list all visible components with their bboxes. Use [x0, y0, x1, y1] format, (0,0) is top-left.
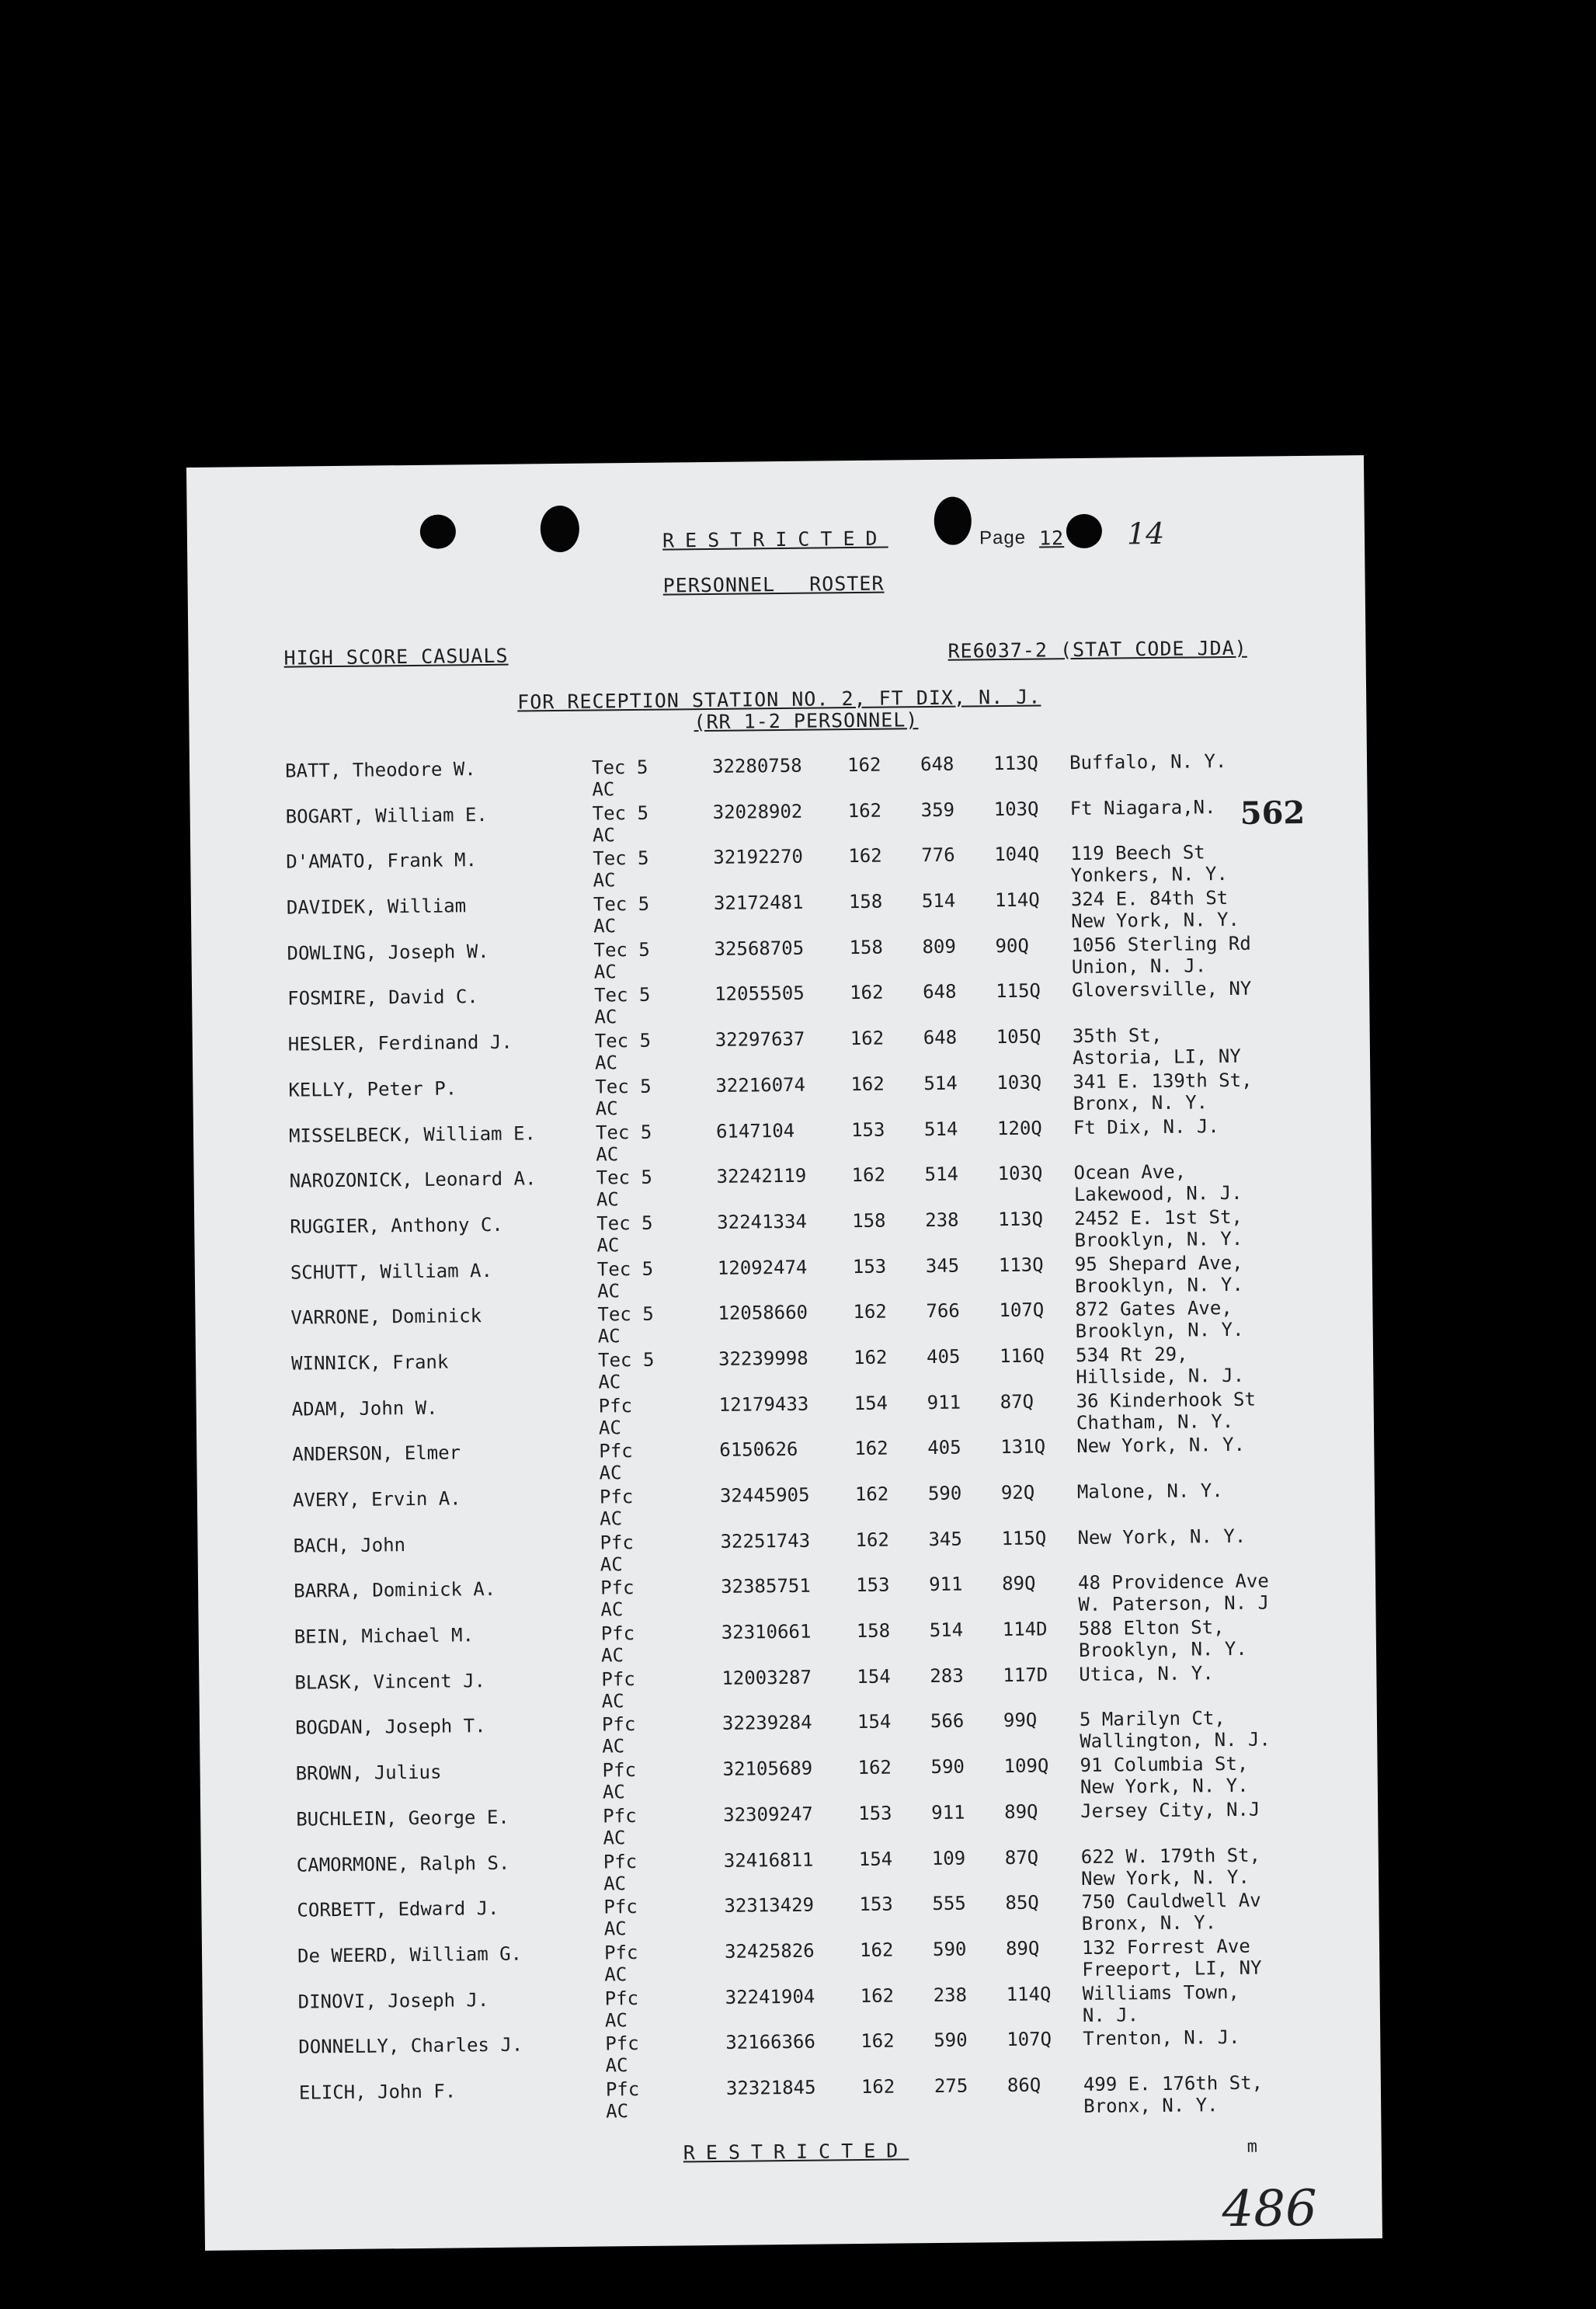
cell-serial: 32297637	[715, 1028, 805, 1052]
cell-branch: AC	[596, 1279, 621, 1302]
cell-a: 162	[849, 982, 884, 1004]
cell-grade: Tec 5	[595, 1121, 652, 1144]
cell-name: RUGGIER, Anthony C.	[290, 1213, 503, 1238]
cell-branch: AC	[603, 1826, 626, 1849]
cell-grade: Tec 5	[594, 984, 651, 1007]
cell-addr1: 36 Kinderhook St	[1076, 1388, 1256, 1412]
cell-name: HESLER, Ferdinand J.	[287, 1031, 513, 1055]
cell-serial: 32216074	[715, 1073, 806, 1097]
cell-grade: Pfc	[600, 1531, 635, 1554]
cell-branch: AC	[593, 915, 617, 937]
cell-b: 514	[929, 1619, 964, 1642]
cell-serial: 32310661	[721, 1620, 812, 1643]
cell-a: 162	[854, 1483, 889, 1506]
cell-a: 154	[857, 1711, 892, 1733]
cell-a: 154	[854, 1392, 888, 1414]
handwritten-number: 486	[1222, 2179, 1318, 2239]
cell-name: ADAM, John W.	[291, 1396, 438, 1421]
cell-b: 238	[933, 1984, 968, 2006]
cell-addr2: Chatham, N. Y.	[1076, 1410, 1234, 1434]
cell-name: BARRA, Dominick A.	[294, 1578, 496, 1603]
cell-c: 120Q	[996, 1117, 1042, 1139]
cell-b: 345	[928, 1528, 963, 1550]
cell-addr1: 132 Forrest Ave	[1081, 1935, 1250, 1959]
cell-addr2: Freeport, LI, NY	[1082, 1956, 1262, 1980]
cell-grade: Pfc	[603, 1941, 638, 1964]
cell-addr2: New York, N. Y.	[1080, 1774, 1249, 1799]
cell-serial: 32313429	[724, 1893, 815, 1918]
cell-a: 162	[860, 1984, 895, 2007]
cell-serial: 12003287	[722, 1666, 812, 1689]
cell-branch: AC	[594, 1052, 618, 1074]
cell-addr1: Ocean Ave,	[1073, 1160, 1187, 1184]
cell-grade: Pfc	[599, 1440, 633, 1462]
cell-a: 154	[857, 1665, 891, 1688]
cell-serial: 32239998	[718, 1347, 808, 1370]
cell-grade: Tec 5	[593, 938, 650, 962]
cell-branch: AC	[604, 1963, 628, 1986]
cell-a: 158	[852, 1209, 886, 1232]
cell-addr1: 499 E. 176th St,	[1083, 2071, 1264, 2095]
page-number: 12	[1038, 527, 1065, 550]
cell-addr2: Yonkers, N. Y.	[1070, 863, 1228, 887]
cell-branch: AC	[600, 1644, 624, 1667]
cell-branch: AC	[596, 1142, 619, 1166]
cell-b: 238	[925, 1208, 959, 1231]
cell-b: 590	[934, 2029, 968, 2052]
cell-serial: 12055505	[714, 982, 805, 1006]
cell-b: 109	[931, 1847, 966, 1869]
cell-branch: AC	[605, 2054, 628, 2077]
cell-branch: AC	[594, 1006, 617, 1028]
cell-a: 162	[851, 1163, 886, 1187]
cell-addr2: Brooklyn, N. Y.	[1075, 1319, 1244, 1343]
cell-name: ELICH, John F.	[298, 2080, 457, 2104]
cell-serial: 12058660	[718, 1301, 808, 1325]
cell-grade: Pfc	[603, 1896, 638, 1918]
cell-name: De WEERD, William G.	[297, 1942, 523, 1967]
cell-branch: AC	[596, 1234, 620, 1257]
cell-branch: AC	[602, 1781, 625, 1803]
cell-addr2: Brooklyn, N. Y.	[1078, 1637, 1247, 1662]
cell-name: BATT, Theodore W.	[284, 758, 476, 782]
cell-addr2: Brooklyn, N. Y.	[1074, 1273, 1243, 1297]
cell-c: 103Q	[993, 798, 1039, 820]
cell-c: 103Q	[997, 1162, 1043, 1185]
cell-addr2: Lakewood, N. J.	[1073, 1182, 1243, 1206]
cell-a: 162	[854, 1437, 888, 1460]
cell-serial: 32241334	[717, 1210, 807, 1233]
cell-c: 117D	[1003, 1664, 1048, 1686]
cell-addr1: Buffalo, N. Y.	[1069, 749, 1227, 774]
cell-name: WINNICK, Frank	[290, 1351, 449, 1375]
cell-a: 162	[853, 1346, 888, 1369]
cell-addr1: 588 Elton St,	[1078, 1616, 1225, 1640]
cell-addr2: Union, N. J.	[1071, 955, 1207, 978]
cell-grade: Pfc	[601, 1713, 636, 1736]
cell-c: 85Q	[1005, 1891, 1039, 1914]
cell-branch: AC	[595, 1097, 618, 1120]
cell-c: 87Q	[1000, 1390, 1034, 1413]
cell-addr2: Astoria, LI, NY	[1072, 1045, 1241, 1069]
cell-a: 162	[853, 1300, 887, 1323]
cell-b: 405	[926, 1345, 961, 1368]
footer-mark: m	[1247, 2137, 1258, 2157]
cell-b: 590	[932, 1938, 967, 1960]
cell-b: 911	[928, 1573, 963, 1596]
cell-a: 162	[857, 1756, 892, 1779]
cell-addr1: 95 Shepard Ave,	[1074, 1251, 1243, 1275]
cell-a: 162	[850, 1073, 885, 1095]
cell-a: 162	[850, 1027, 885, 1050]
cell-b: 359	[920, 798, 955, 821]
cell-grade: Pfc	[605, 2078, 640, 2101]
cell-grade: Tec 5	[597, 1348, 655, 1372]
cell-addr1: 872 Gates Ave,	[1075, 1297, 1233, 1321]
cell-addr1: 91 Columbia St,	[1080, 1752, 1249, 1777]
cell-addr2: New York, N. Y.	[1080, 1866, 1250, 1890]
cell-branch: AC	[601, 1689, 624, 1713]
cell-name: BEIN, Michael M.	[294, 1624, 475, 1648]
cell-grade: Pfc	[605, 2033, 639, 2055]
cell-grade: Tec 5	[593, 847, 649, 870]
cell-name: DONNELLY, Charles J.	[298, 2033, 523, 2058]
cell-grade: Tec 5	[595, 1075, 652, 1098]
cell-grade: Pfc	[601, 1667, 635, 1691]
cell-addr1: Ft Dix, N. J.	[1073, 1115, 1219, 1139]
cell-grade: Pfc	[604, 1987, 639, 2010]
cell-c: 105Q	[996, 1025, 1041, 1048]
cell-branch: AC	[597, 1325, 621, 1347]
cell-branch: AC	[599, 1462, 622, 1484]
cell-name: BLASK, Vincent J.	[294, 1669, 486, 1694]
cell-addr1: Ft Niagara,N.	[1069, 795, 1216, 819]
left-heading: HIGH SCORE CASUALS	[283, 644, 509, 669]
cell-c: 113Q	[998, 1208, 1044, 1230]
cell-a: 153	[859, 1893, 893, 1916]
cell-b: 514	[924, 1163, 959, 1186]
cell-b: 809	[922, 935, 957, 958]
cell-name: FOSMIRE, David C.	[287, 986, 478, 1010]
cell-b: 514	[921, 889, 956, 913]
cell-name: DINOVI, Joseph J.	[297, 1988, 489, 2013]
cell-b: 555	[932, 1892, 966, 1915]
cell-a: 162	[861, 2075, 895, 2098]
cell-serial: 32445905	[719, 1483, 810, 1507]
cell-serial: 32241904	[725, 1985, 815, 2008]
cell-addr1: 35th St,	[1072, 1024, 1163, 1048]
cell-serial: 32105689	[722, 1757, 813, 1780]
cell-serial: 32172481	[713, 891, 804, 914]
cell-b: 405	[927, 1436, 961, 1459]
cell-name: DAVIDEK, William	[286, 895, 467, 919]
cell-c: 114Q	[994, 888, 1040, 912]
classification-footer: RESTRICTED	[683, 2139, 909, 2165]
cell-addr2: Bronx, N. Y.	[1081, 1911, 1217, 1935]
cell-addr2: Bronx, N. Y.	[1073, 1091, 1208, 1115]
cell-addr2: Bronx, N. Y.	[1083, 2094, 1219, 2117]
cell-a: 154	[858, 1848, 893, 1870]
cell-grade: Pfc	[602, 1759, 637, 1782]
cell-branch: AC	[600, 1553, 623, 1576]
cell-b: 345	[925, 1254, 960, 1277]
cell-addr1: Williams Town,	[1082, 1980, 1240, 2005]
cell-b: 590	[930, 1755, 965, 1779]
cell-c: 116Q	[999, 1344, 1045, 1368]
cell-grade: Tec 5	[597, 1303, 654, 1326]
cell-name: SCHUTT, William A.	[290, 1259, 493, 1284]
punch-hole	[420, 514, 456, 548]
cell-addr1: Utica, N. Y.	[1079, 1661, 1214, 1685]
cell-addr2: N. J.	[1082, 2003, 1139, 2026]
cell-addr2: New York, N. Y.	[1071, 908, 1240, 933]
cell-branch: AC	[600, 1598, 624, 1621]
cell-name: KELLY, Peter P.	[288, 1077, 457, 1101]
cell-addr1: 5 Marilyn Ct,	[1079, 1707, 1226, 1731]
cell-serial: 32251743	[720, 1529, 811, 1553]
cell-addr1: 1056 Sterling Rd	[1071, 932, 1251, 956]
page-number-handwritten: 14	[1126, 516, 1165, 551]
cell-a: 153	[852, 1255, 887, 1278]
cell-name: DOWLING, Joseph W.	[287, 940, 489, 965]
cell-branch: AC	[598, 1416, 622, 1439]
cell-branch: AC	[596, 1188, 619, 1211]
cell-branch: AC	[604, 2008, 628, 2032]
cell-addr1: Jersey City, N.J	[1080, 1798, 1260, 1822]
cell-c: 89Q	[1005, 1937, 1040, 1960]
cell-name: CORBETT, Edward J.	[297, 1897, 499, 1921]
cell-addr2: W. Paterson, N. J	[1078, 1591, 1270, 1616]
cell-serial: 32242119	[716, 1164, 807, 1188]
cell-serial: 32416811	[723, 1848, 814, 1872]
cell-grade: Tec 5	[596, 1257, 654, 1281]
cell-addr1: 48 Providence Ave	[1077, 1570, 1269, 1594]
cell-grade: Pfc	[600, 1577, 635, 1599]
cell-serial: 12179433	[718, 1393, 809, 1416]
cell-a: 162	[847, 753, 881, 777]
cell-addr1: Gloversville, NY	[1071, 978, 1252, 1002]
cell-addr1: 119 Beech St	[1070, 841, 1205, 865]
cell-addr1: 341 E. 139th St,	[1073, 1069, 1253, 1093]
cell-b: 776	[921, 844, 955, 867]
cell-c: 87Q	[1004, 1846, 1039, 1869]
cell-name: VARRONE, Dominick	[290, 1305, 482, 1329]
cell-b: 566	[930, 1710, 965, 1733]
cell-a: 158	[856, 1619, 891, 1643]
cell-a: 162	[847, 799, 882, 822]
cell-serial: 32192270	[713, 846, 804, 869]
cell-a: 153	[858, 1802, 892, 1824]
punch-hole	[934, 496, 972, 544]
cell-serial: 6150626	[719, 1438, 798, 1462]
cell-c: 92Q	[1000, 1481, 1035, 1504]
destination-heading: FOR RECEPTION STATION NO. 2, FT DIX, N. J.	[517, 685, 1041, 714]
stamp-number: 562	[1240, 794, 1306, 832]
cell-grade: Pfc	[600, 1622, 635, 1645]
cell-a: 158	[849, 936, 884, 958]
cell-serial: 32568705	[714, 937, 805, 960]
cell-c: 103Q	[996, 1071, 1042, 1094]
cell-serial: 12092474	[717, 1256, 808, 1279]
cell-branch: AC	[592, 823, 616, 847]
cell-addr1: New York, N. Y.	[1076, 1434, 1246, 1458]
cell-b: 648	[920, 753, 954, 776]
cell-b: 911	[931, 1801, 965, 1824]
cell-addr1: 324 E. 84th St	[1070, 887, 1229, 911]
cell-branch: AC	[606, 2100, 629, 2123]
cell-c: 115Q	[1001, 1527, 1047, 1549]
cell-c: 114Q	[1006, 1983, 1052, 2005]
cell-grade: Tec 5	[592, 802, 649, 825]
cell-name: D'AMATO, Frank M.	[286, 849, 478, 874]
cell-c: 113Q	[998, 1254, 1044, 1276]
cell-branch: AC	[600, 1507, 623, 1530]
cell-c: 109Q	[1003, 1754, 1049, 1778]
cell-addr2: Wallington, N. J.	[1080, 1728, 1271, 1753]
cell-b: 590	[927, 1482, 962, 1505]
document-page	[186, 455, 1382, 2251]
cell-addr2: Hillside, N. J.	[1076, 1364, 1245, 1389]
cell-c: 90Q	[995, 934, 1030, 957]
cell-a: 162	[861, 2029, 895, 2053]
cell-addr1: 2452 E. 1st St,	[1074, 1205, 1243, 1229]
cell-b: 766	[926, 1299, 960, 1323]
cell-a: 162	[848, 845, 882, 868]
cell-b: 648	[922, 981, 957, 1003]
cell-c: 131Q	[1000, 1435, 1046, 1459]
cell-addr1: Malone, N. Y.	[1076, 1480, 1223, 1504]
cell-name: BROWN, Julius	[295, 1761, 442, 1785]
cell-c: 86Q	[1007, 2074, 1041, 2096]
cell-serial: 32166366	[725, 2030, 816, 2054]
cell-addr1: 750 Cauldwell Av	[1081, 1889, 1261, 1914]
cell-branch: AC	[593, 869, 616, 892]
punch-hole	[541, 506, 580, 553]
cell-branch: AC	[593, 960, 617, 983]
cell-name: NAROZONICK, Leonard A.	[289, 1167, 537, 1192]
cell-c: 107Q	[1007, 2028, 1052, 2051]
cell-serial: 32321845	[725, 2076, 816, 2099]
cell-c: 104Q	[994, 843, 1040, 866]
cell-name: BUCHLEIN, George E.	[296, 1806, 509, 1831]
cell-name: CAMORMONE, Ralph S.	[296, 1852, 510, 1876]
cell-c: 113Q	[993, 752, 1038, 775]
cell-a: 162	[855, 1528, 890, 1551]
cell-grade: Tec 5	[596, 1166, 653, 1189]
cell-a: 153	[855, 1574, 890, 1597]
cell-grade: Pfc	[598, 1394, 633, 1417]
roster-table	[285, 749, 1371, 2127]
cell-serial: 32309247	[723, 1803, 813, 1826]
sub-destination-heading: (RR 1-2 PERSONNEL)	[694, 708, 919, 734]
cell-serial: 32425826	[724, 1939, 815, 1963]
cell-c: 99Q	[1003, 1709, 1038, 1732]
punch-hole	[1066, 514, 1102, 548]
cell-serial: 32280758	[711, 754, 802, 777]
cell-grade: Tec 5	[594, 1029, 652, 1052]
cell-grade: Tec 5	[591, 756, 648, 779]
cell-serial: 32028902	[712, 800, 803, 823]
cell-b: 911	[927, 1391, 961, 1414]
cell-addr2: Brooklyn, N. Y.	[1074, 1227, 1243, 1251]
cell-a: 162	[859, 1939, 894, 1961]
cell-c: 89Q	[1001, 1573, 1036, 1595]
cell-grade: Pfc	[603, 1850, 638, 1873]
cell-name: AVERY, Ervin A.	[292, 1487, 461, 1511]
cell-b: 283	[930, 1664, 964, 1687]
cell-c: 107Q	[999, 1299, 1045, 1322]
cell-c: 114D	[1002, 1618, 1048, 1641]
cell-a: 158	[848, 890, 883, 913]
cell-branch: AC	[598, 1371, 621, 1393]
cell-serial: 32239284	[722, 1712, 812, 1735]
cell-b: 514	[923, 1118, 958, 1140]
page-title: PERSONNEL ROSTER	[662, 572, 885, 597]
cell-b: 275	[934, 2074, 968, 2097]
cell-grade: Pfc	[599, 1486, 634, 1508]
cell-addr1: New York, N. Y.	[1077, 1525, 1247, 1549]
cell-branch: AC	[603, 1918, 627, 1940]
classification-header: RESTRICTED	[662, 527, 888, 552]
cell-grade: Tec 5	[596, 1212, 653, 1235]
cell-c: 89Q	[1004, 1800, 1038, 1823]
cell-c: 115Q	[995, 979, 1041, 1003]
right-heading: RE6037-2 (STAT CODE JDA)	[948, 636, 1247, 662]
cell-name: BOGDAN, Joseph T.	[294, 1715, 486, 1740]
cell-serial: 32385751	[720, 1575, 811, 1598]
cell-a: 153	[850, 1118, 885, 1141]
cell-addr1: Trenton, N. J.	[1083, 2026, 1240, 2050]
cell-branch: AC	[592, 778, 615, 801]
cell-grade: Pfc	[603, 1804, 637, 1827]
cell-serial: 6147104	[715, 1119, 795, 1142]
cell-name: BACH, John	[293, 1533, 406, 1557]
cell-name: MISSELBECK, William E.	[288, 1121, 537, 1147]
cell-addr1: 622 W. 179th St,	[1080, 1844, 1261, 1868]
cell-branch: AC	[603, 1872, 627, 1894]
cell-grade: Tec 5	[593, 892, 650, 916]
cell-b: 648	[923, 1026, 958, 1049]
cell-branch: AC	[602, 1735, 625, 1758]
cell-b: 514	[923, 1072, 958, 1094]
cell-addr1: 534 Rt 29,	[1075, 1343, 1188, 1367]
page-label: Page	[979, 527, 1027, 549]
cell-name: ANDERSON, Elmer	[292, 1441, 461, 1466]
cell-name: BOGART, William E.	[285, 803, 488, 828]
